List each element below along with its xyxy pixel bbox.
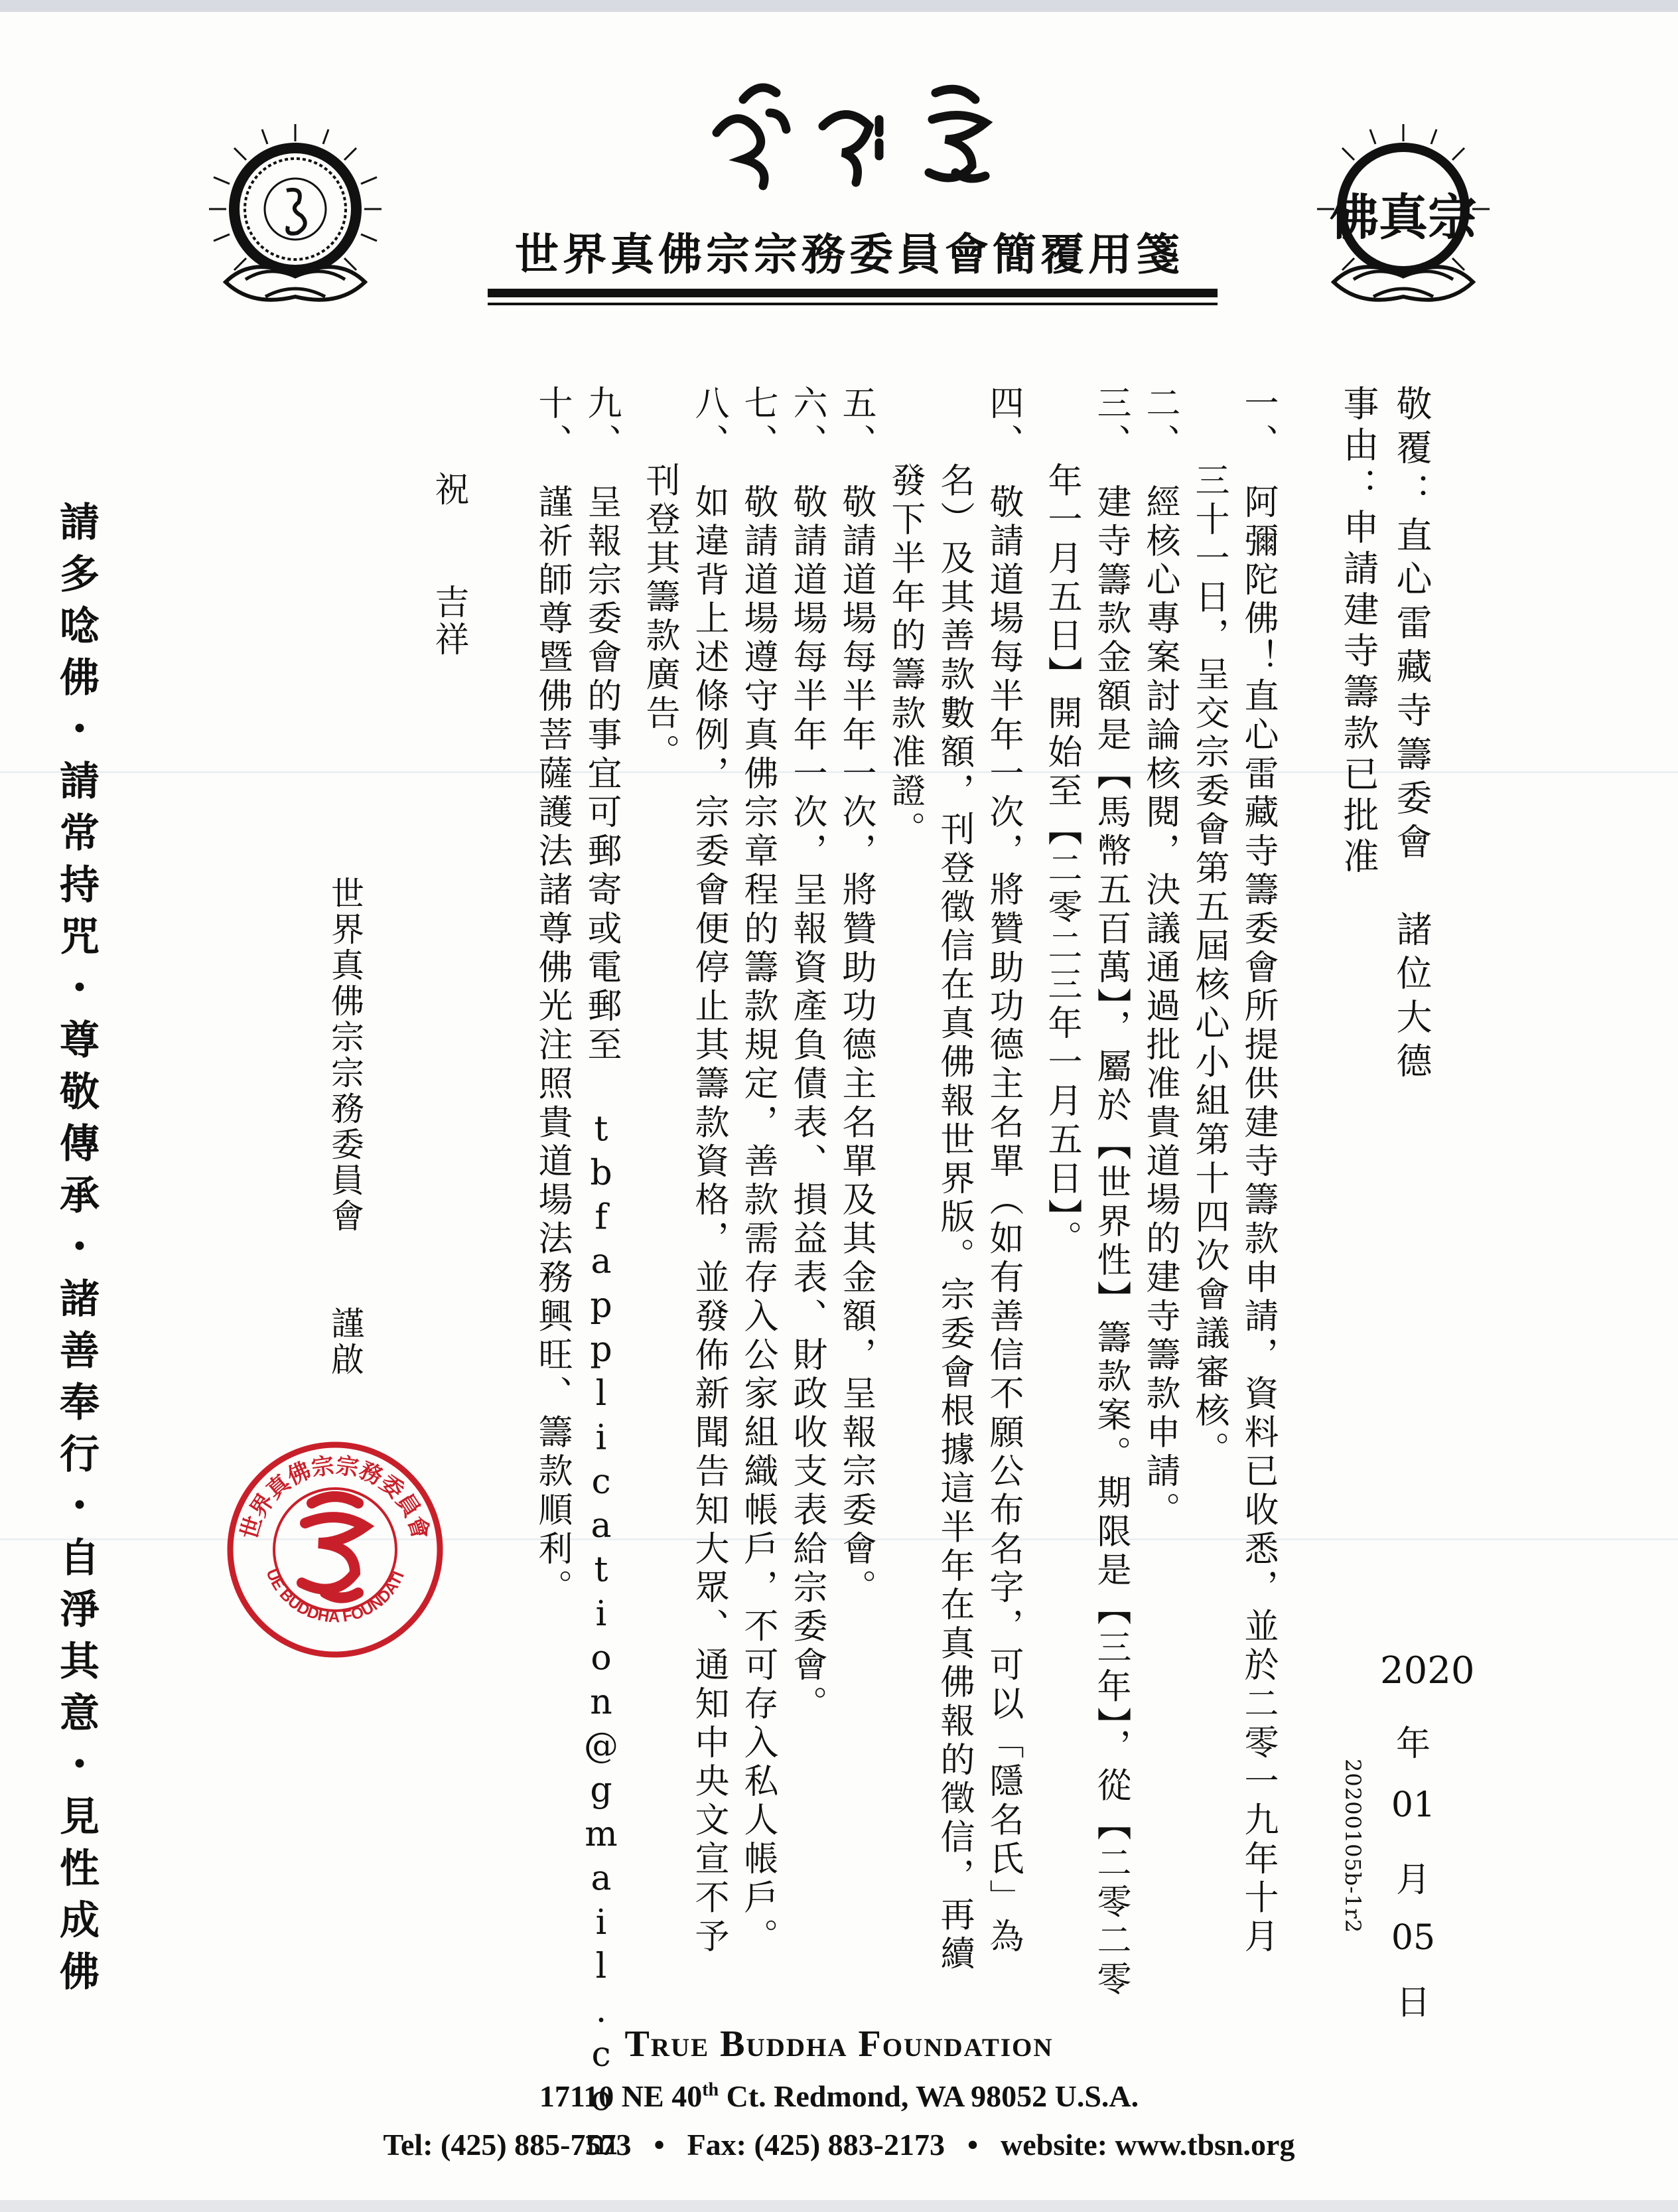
footer-tel: Tel: (425) 885-7573: [383, 2128, 632, 2162]
item-2: 二、 經核心專案討論核閱，決議通過批准貴道場的建寺籌款申請。: [1140, 385, 1180, 1530]
item-7: 七、 敬請道場遵守真佛宗章程的籌款規定，善款需存入公家組織帳戶，不可存入私人帳戶。: [738, 385, 778, 1957]
item-8: 八、 如違背上述條例，宗委會便停止其籌款資格，並發佈新聞告知大眾、通知中央文宣不予: [689, 385, 729, 1957]
date-day: 05: [1391, 1918, 1436, 1958]
footer-separator: •: [967, 2128, 979, 2162]
address-text: Ct. Redmond, WA 98052 U.S.A.: [719, 2079, 1139, 2113]
date-year-unit: 年: [1395, 1724, 1431, 1764]
item-4-cont: 發下半年的籌款准證。: [885, 385, 925, 850]
page-top-edge: [0, 0, 1678, 12]
item-3-cont: 年一月五日】開始至【二零二三年一月五日】。: [1042, 385, 1082, 1260]
letterhead-title: 世界真佛宗宗務委員會簡覆用箋: [515, 229, 1184, 280]
closing-auspicious: 吉祥: [429, 584, 468, 658]
right-true-buddha-emblem-icon: [1307, 123, 1500, 322]
item-10: 十、 謹祈師尊暨佛菩薩護法諸尊佛光注照貴道場法務興旺、籌款順利。: [532, 385, 572, 1608]
signature: 世界真佛宗宗務委員會 謹啟: [326, 876, 364, 1378]
item-1-cont: 三十一日，呈交宗委會第五屆核心小組第十四次會議審核。: [1189, 385, 1229, 1471]
footer-organization-name: True Buddha Foundation: [624, 2024, 1054, 2065]
left-mandala-emblem-icon: [199, 123, 391, 322]
seal-ring-text: 世界真佛宗宗務委員會: [236, 1452, 435, 1542]
footer-separator: •: [654, 2128, 665, 2162]
item-9: 九、 呈報宗委會的事宜可郵寄或電郵至 tbfapplication@gmail.com: [581, 385, 621, 2168]
emblem-characters: 佛真宗: [1330, 189, 1477, 246]
title-underline-thick: [488, 289, 1218, 297]
om-ah-hum-syllables-icon: [703, 73, 1015, 199]
date-year: 2020: [1380, 1649, 1475, 1692]
footer-fax: Fax: (425) 883-2173: [687, 2128, 945, 2162]
item-6: 六、 敬請道場每半年一次，呈報資產負債表、損益表、財政收支表給宗委會。: [787, 385, 827, 1724]
closing-wish: 祝: [429, 471, 468, 510]
footer-address: [0, 2079, 1678, 2114]
salutation: 敬覆：直心雷藏寺籌委會 諸位大德: [1391, 385, 1433, 1086]
item-5: 五、 敬請道場每半年一次，將贊助功德主名單及其金額，呈報宗委會。: [836, 385, 876, 1608]
seal-english-text: UE BUDDHA FOUNDATI: [262, 1566, 408, 1627]
date-month-unit: 月: [1395, 1860, 1431, 1900]
page-bottom-edge: [0, 2200, 1678, 2212]
item-4-cont: 名）及其善款數額，刊登徵信在真佛報世界版。宗委會根據這半年在真佛報的徵信，再續: [934, 385, 974, 1974]
address-ordinal: th: [702, 2079, 719, 2101]
official-seal-stamp: [226, 1440, 445, 1659]
title-underline-thin: [488, 303, 1218, 305]
document-reference-code: 20200105b-1r2: [1340, 1759, 1365, 1934]
subject-line: 事由：申請建寺籌款已批准: [1338, 385, 1379, 879]
item-8-cont: 刊登其籌款廣告。: [640, 385, 679, 773]
address-text: 17110 NE 40: [539, 2079, 703, 2113]
footer-contact: [0, 2127, 1678, 2162]
item-3: 三、 建寺籌款金額是【馬幣五百萬】，屬於【世界性】籌款案。期限是【三年】，從【二零二零: [1091, 385, 1131, 2000]
item-4: 四、 敬請道場每半年一次，將贊助功德主名單（如有善信不願公布名字，可以「隱名氏」為: [983, 385, 1023, 1957]
date-month: 01: [1391, 1785, 1436, 1825]
item-1: 一、 阿彌陀佛！直心雷藏寺籌委會所提供建寺籌款申請，資料已收悉，並於二零一九年十月: [1238, 385, 1278, 1957]
date-day-unit: 日: [1395, 1983, 1431, 2023]
side-motto: 請多唸佛・請常持咒・尊敬傳承・諸善奉行・自淨其意・見性成佛: [53, 501, 100, 2002]
footer-website: website: www.tbsn.org: [1001, 2128, 1295, 2162]
